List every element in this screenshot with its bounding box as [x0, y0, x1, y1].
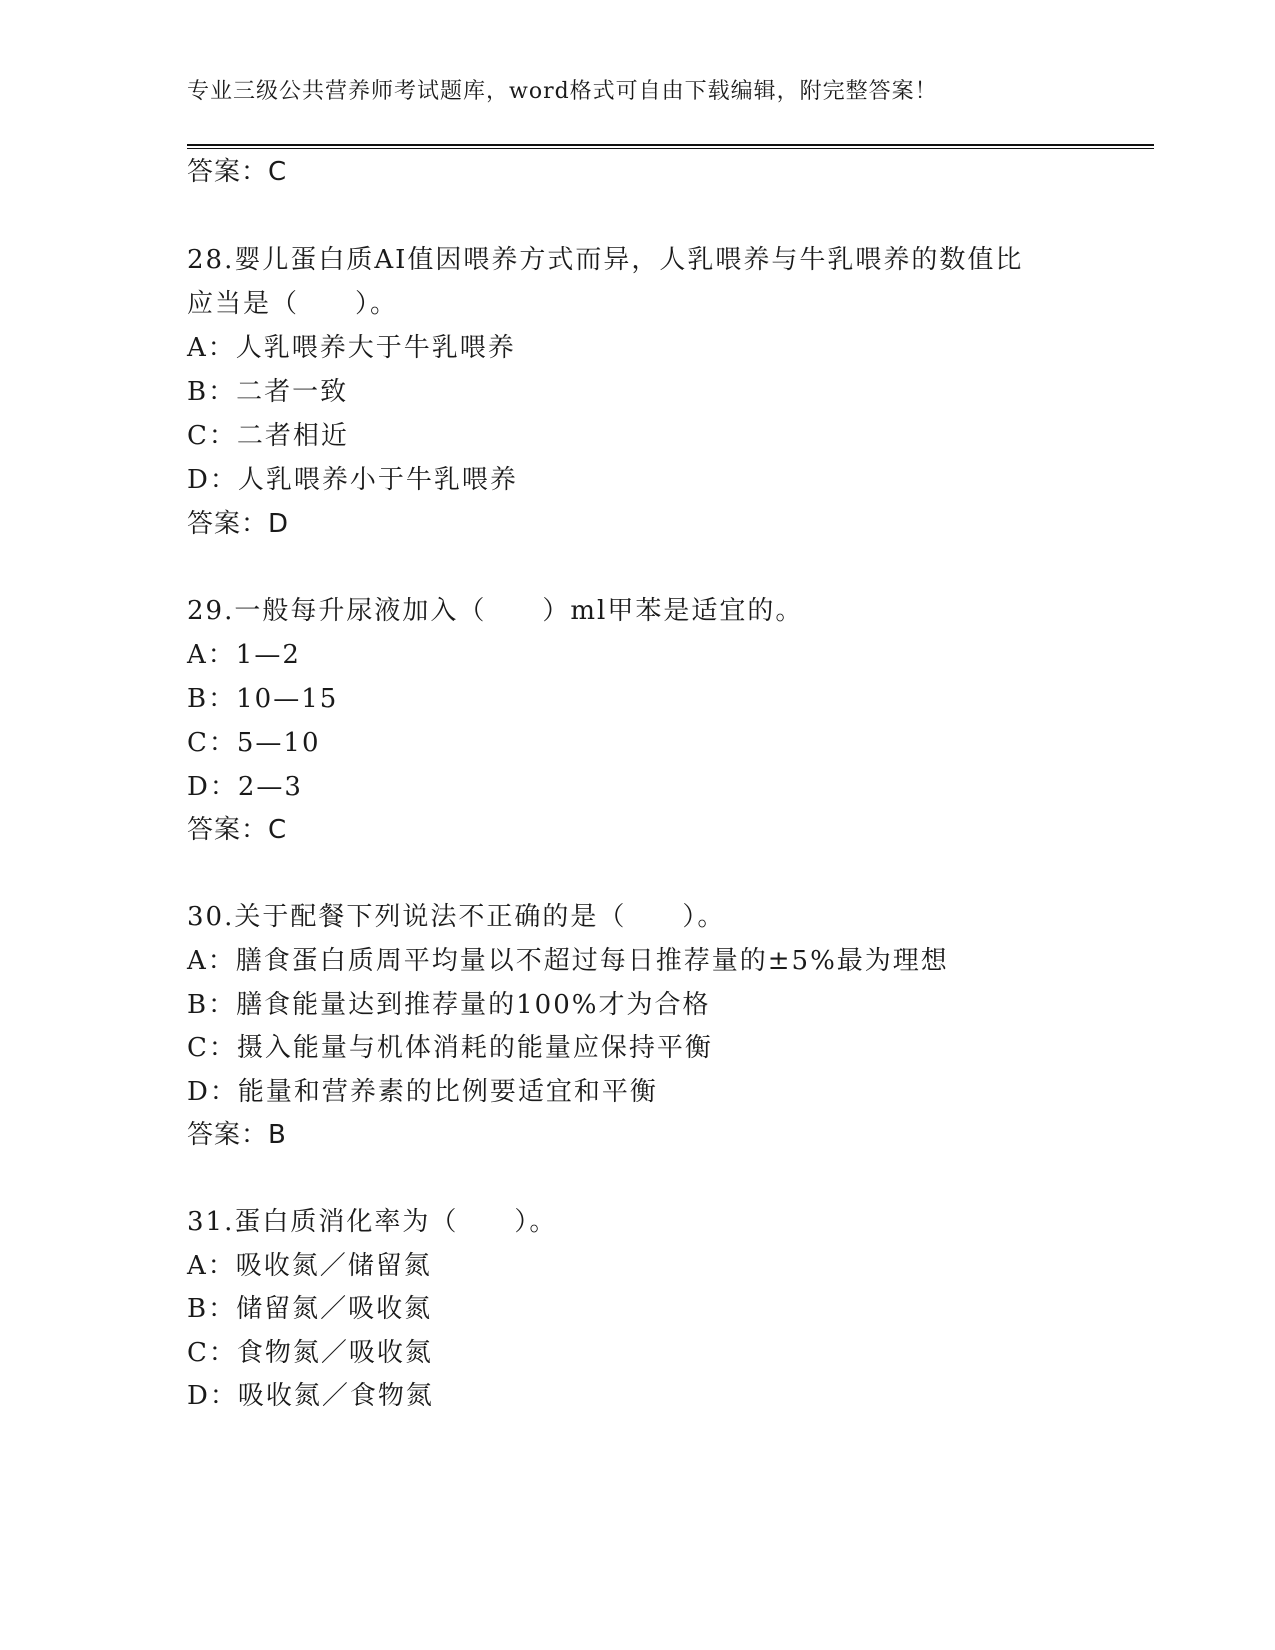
option-b: B：二者一致 [187, 377, 349, 407]
option-d: D：人乳喂养小于牛乳喂养 [187, 465, 518, 495]
question-text-cont: 应当是（ ）。 [187, 289, 399, 319]
option-b: B：膳食能量达到推荐量的100%才为合格 [187, 990, 711, 1020]
question-text: 30.关于配餐下列说法不正确的是（ ）。 [187, 902, 726, 932]
option-c: C：5—10 [187, 728, 321, 758]
header-text: 专业三级公共营养师考试题库，word格式可自由下载编辑，附完整答案！ [187, 79, 938, 104]
option-b: B：10—15 [187, 684, 339, 714]
question-text: 29.一般每升尿液加入（ ）ml甲苯是适宜的。 [187, 596, 804, 626]
question-text: 28.婴儿蛋白质AI值因喂养方式而异，人乳喂养与牛乳喂养的数值比 [187, 245, 1024, 275]
answer-30: 答案：B [187, 1120, 287, 1150]
option-d: D：吸收氮／食物氮 [187, 1381, 434, 1411]
option-c: C：食物氮／吸收氮 [187, 1338, 433, 1368]
option-c: C：摄入能量与机体消耗的能量应保持平衡 [187, 1033, 713, 1063]
answer-29: 答案：C [187, 815, 288, 845]
option-a: A：人乳喂养大于牛乳喂养 [187, 333, 516, 363]
answer-27: 答案：C [187, 157, 288, 187]
option-d: D：能量和营养素的比例要适宜和平衡 [187, 1077, 658, 1107]
option-a: A：膳食蛋白质周平均量以不超过每日推荐量的±5%最为理想 [187, 946, 949, 976]
option-c: C：二者相近 [187, 421, 349, 451]
option-a: A：吸收氮／储留氮 [187, 1251, 432, 1281]
option-a: A：1—2 [187, 640, 301, 670]
answer-28: 答案：D [187, 509, 290, 539]
option-b: B：储留氮／吸收氮 [187, 1294, 433, 1324]
question-text: 31.蛋白质消化率为（ ）。 [187, 1207, 558, 1237]
option-d: D：2—3 [187, 772, 303, 802]
header-divider [187, 144, 1154, 149]
